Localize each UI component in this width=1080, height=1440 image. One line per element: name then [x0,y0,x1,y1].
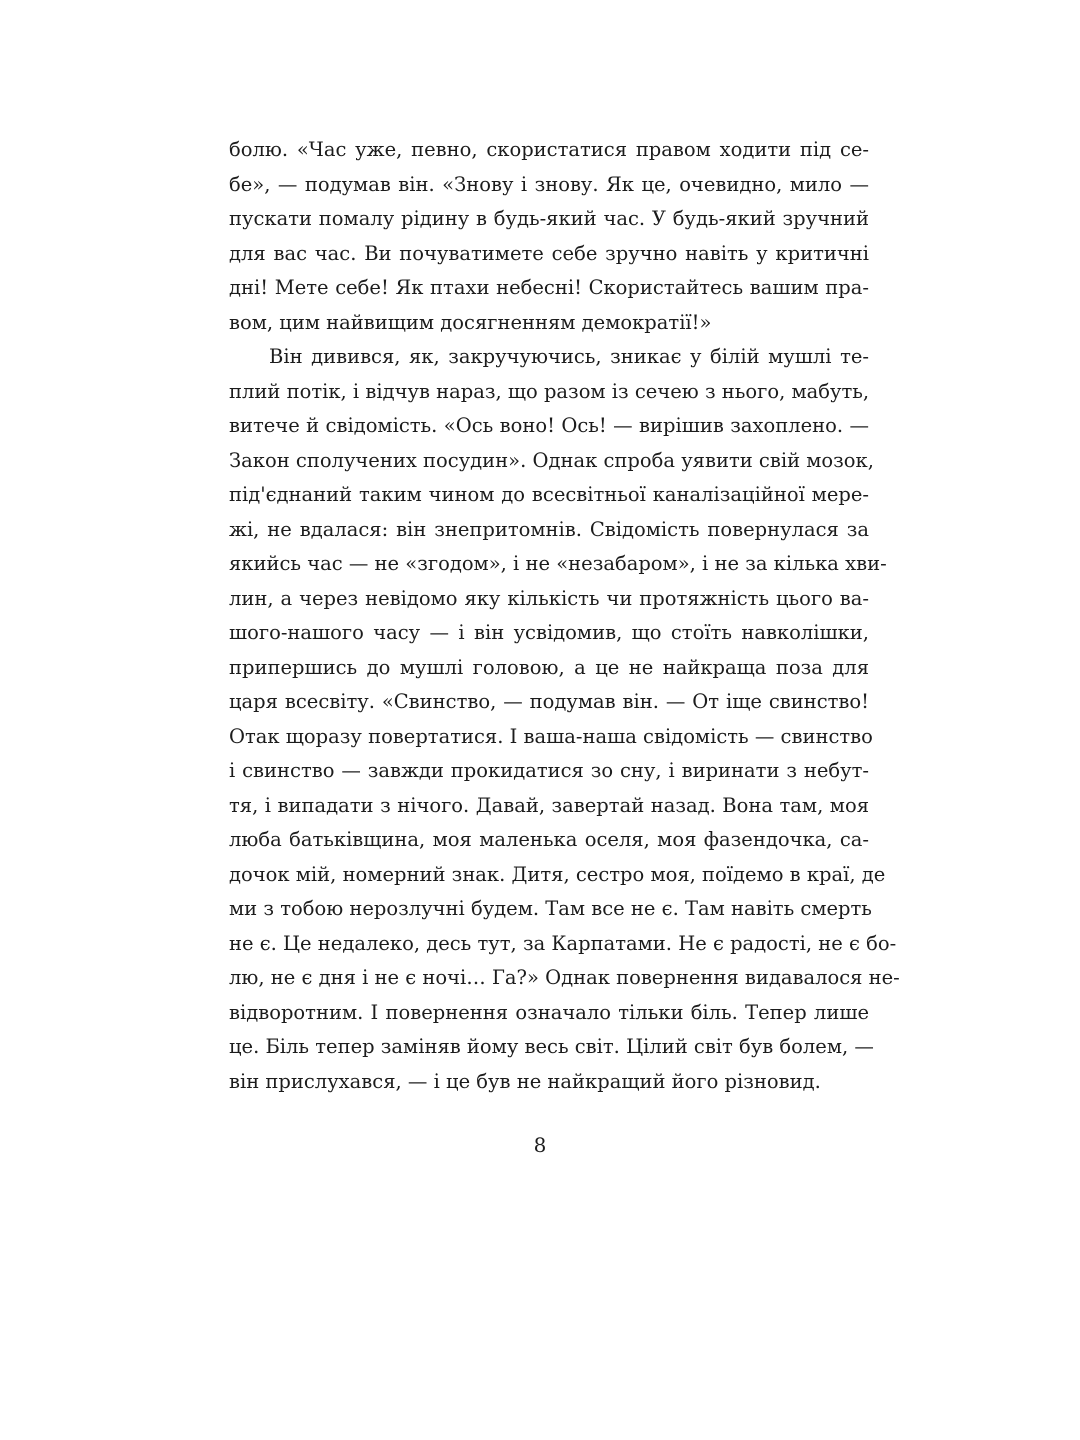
text-line: Закон сполучених посудин». Однак спроба уявити свій мозок, [229,448,874,472]
text-line: дні! Мете себе! Як птахи небесні! Скористайтесь вашим пра- [229,276,869,299]
text-line: бе», — подумав він. «Знову і знову. Як це, очевидно, мило — [229,172,869,196]
body-text [229,133,900,1099]
text-line: ми з тобою нерозлучні будем. Там все не є. Там навіть смерть [229,897,872,920]
text-line: тя, і випадати з нічого. Давай, завертай назад. Вона там, моя [229,793,869,817]
text-line: болю. «Час уже, певно, скористатися правом ходити під се- [229,138,869,161]
text-line: жі, не вдалася: він знепритомнів. Свідомість повернулася за [229,517,869,541]
text-line: і свинство — завжди прокидатися зо сну, і виринати з небут- [229,759,869,782]
text-line: лин, а через невідомо яку кількість чи протяжність цього ва- [229,586,869,610]
text-line: під'єднаний таким чином до всесвітньої каналізаційної мере- [229,483,869,506]
text-line: якийсь час — не «згодом», і не «незабаром», і не за кілька хви- [229,552,887,575]
text-line: дочок мій, номерний знак. Дитя, сестро моя, поїдемо в краї, де [229,862,886,886]
text-line: лю, не є дня і не є ночі… Га?» Однак повернення видавалося не- [229,966,900,989]
text-line: пускати помалу рідину в будь-який час. У будь-який зручний [229,207,869,230]
text-line: шого-нашого часу — і він усвідомив, що стоїть навколішки, [229,621,869,644]
text-line: вом, цим найвищим досягненням демократії!» [229,310,712,334]
text-line: Отак щоразу повертатися. І ваша-наша свідомість — свинство [229,724,873,748]
text-line: Він дивився, як, закручуючись, зникає у білій мушлі те- [269,345,869,368]
text-line: це. Біль тепер заміняв йому весь світ. Цілий світ був болем, — [229,1035,874,1058]
text-line: не є. Це недалеко, десь тут, за Карпатами. Не є радості, не є бо- [229,931,897,955]
text-line: відворотним. І повернення означало тільки біль. Тепер лише [229,1000,869,1024]
text-line: люба батьківщина, моя маленька оселя, моя фазендочка, са- [229,828,869,851]
text-line: царя всесвіту. «Свинство, — подумав він. — От іще свинство! [229,690,869,713]
text-line: припершись до мушлі головою, а це не найкраща поза для [229,655,869,679]
text-line: він прислухався, — і це був не найкращий його різновид. [229,1069,821,1093]
page-number: 8 [533,1133,547,1157]
text-line: витече й свідомість. «Ось воно! Ось! — вирішив захоплено. — [229,414,869,437]
paragraph-1 [229,133,869,340]
text-line: для вас час. Ви почуватимете себе зручно навіть у критичні [229,241,869,265]
paragraph-2 [229,340,900,1099]
text-line: плий потік, і відчув нараз, що разом із сечею з нього, мабуть, [229,379,870,403]
